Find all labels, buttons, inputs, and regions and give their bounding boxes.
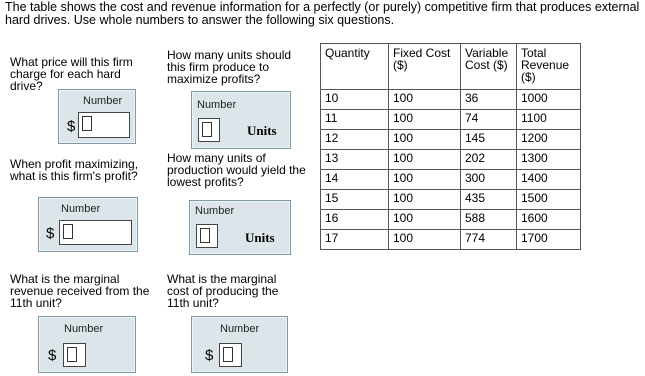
table-row bbox=[321, 170, 581, 190]
dollar-sign: $ bbox=[48, 347, 57, 364]
dollar-sign: $ bbox=[67, 118, 76, 135]
question-marginal-cost: What is the marginal cost of producing the 11th unit? bbox=[167, 272, 279, 310]
table-row bbox=[321, 150, 581, 170]
number-label: Number bbox=[64, 323, 104, 335]
input-cursor-box bbox=[223, 347, 233, 362]
answer-box-marginal-cost bbox=[191, 316, 288, 373]
header-total-revenue: Total Revenue ($) bbox=[517, 44, 581, 90]
cell-quantity: 10 bbox=[321, 90, 389, 110]
cell-total-revenue: 1300 bbox=[517, 150, 581, 170]
intro-text: The table shows the cost and revenue information for a perfectly (or purely) competitive firm that produces external hard drives. Use whole numbers to answer the following six questions. bbox=[5, 0, 640, 27]
price-input[interactable] bbox=[78, 112, 130, 138]
units-max-profit-input[interactable] bbox=[198, 118, 220, 142]
marginal-revenue-input[interactable] bbox=[63, 343, 86, 367]
cell-fixed-cost: 100 bbox=[389, 190, 461, 210]
cell-variable-cost: 588 bbox=[461, 210, 517, 230]
table-row bbox=[321, 190, 581, 210]
dollar-sign: $ bbox=[205, 347, 214, 364]
cell-quantity: 13 bbox=[321, 150, 389, 170]
cell-quantity: 15 bbox=[321, 190, 389, 210]
cell-total-revenue: 1600 bbox=[517, 210, 581, 230]
cell-variable-cost: 36 bbox=[461, 90, 517, 110]
cell-total-revenue: 1700 bbox=[517, 230, 581, 250]
input-cursor-box bbox=[200, 228, 210, 243]
number-label: Number bbox=[83, 95, 123, 107]
question-units-lowest-profit: How many units of production would yield the lowest profits? bbox=[167, 151, 306, 189]
question-profit: When profit maximizing, what is this firm's profit? bbox=[10, 157, 139, 183]
input-cursor-box bbox=[82, 116, 92, 131]
cell-quantity: 17 bbox=[321, 230, 389, 250]
cell-fixed-cost: 100 bbox=[389, 150, 461, 170]
answer-box-units-max-profit bbox=[191, 91, 291, 149]
table-row bbox=[321, 130, 581, 150]
cell-fixed-cost: 100 bbox=[389, 210, 461, 230]
cell-fixed-cost: 100 bbox=[389, 230, 461, 250]
question-marginal-revenue: What is the marginal revenue received from the 11th unit? bbox=[10, 272, 150, 310]
table-row bbox=[321, 210, 581, 230]
cell-variable-cost: 145 bbox=[461, 130, 517, 150]
header-quantity: Quantity bbox=[321, 44, 389, 90]
cell-quantity: 11 bbox=[321, 110, 389, 130]
cell-variable-cost: 774 bbox=[461, 230, 517, 250]
dollar-sign: $ bbox=[46, 225, 55, 242]
cell-total-revenue: 1400 bbox=[517, 170, 581, 190]
cell-quantity: 14 bbox=[321, 170, 389, 190]
header-fixed-cost: Fixed Cost ($) bbox=[389, 44, 461, 90]
units-lowest-profit-input[interactable] bbox=[196, 224, 218, 248]
table-header-row bbox=[321, 44, 581, 90]
units-label: Units bbox=[247, 123, 277, 138]
answer-box-units-lowest-profit bbox=[189, 200, 291, 255]
cell-quantity: 16 bbox=[321, 210, 389, 230]
answer-box-marginal-revenue bbox=[38, 316, 136, 373]
cell-variable-cost: 300 bbox=[461, 170, 517, 190]
table-row bbox=[321, 230, 581, 250]
cell-fixed-cost: 100 bbox=[389, 170, 461, 190]
answer-box-price bbox=[58, 89, 136, 144]
number-label: Number bbox=[195, 205, 235, 217]
answer-box-profit bbox=[38, 197, 138, 252]
table-row bbox=[321, 90, 581, 110]
cell-variable-cost: 74 bbox=[461, 110, 517, 130]
cell-total-revenue: 1000 bbox=[517, 90, 581, 110]
cell-variable-cost: 202 bbox=[461, 150, 517, 170]
number-label: Number bbox=[197, 99, 237, 111]
cell-total-revenue: 1500 bbox=[517, 190, 581, 210]
table-row bbox=[321, 110, 581, 130]
cell-fixed-cost: 100 bbox=[389, 90, 461, 110]
input-cursor-box bbox=[67, 347, 77, 362]
cell-variable-cost: 435 bbox=[461, 190, 517, 210]
cell-fixed-cost: 100 bbox=[389, 110, 461, 130]
input-cursor-box bbox=[63, 224, 73, 239]
number-label: Number bbox=[220, 323, 260, 335]
cell-total-revenue: 1100 bbox=[517, 110, 581, 130]
marginal-cost-input[interactable] bbox=[219, 343, 242, 367]
number-label: Number bbox=[61, 203, 101, 215]
header-variable-cost: Variable Cost ($) bbox=[461, 44, 517, 90]
cell-fixed-cost: 100 bbox=[389, 130, 461, 150]
cost-revenue-table bbox=[320, 43, 581, 250]
question-price: What price will this firm charge for each hard drive? bbox=[10, 55, 133, 93]
question-units-max-profit: How many units should this firm produce to maximize profits? bbox=[167, 48, 292, 86]
profit-input[interactable] bbox=[59, 220, 132, 245]
cell-quantity: 12 bbox=[321, 130, 389, 150]
input-cursor-box bbox=[202, 122, 212, 137]
cell-total-revenue: 1200 bbox=[517, 130, 581, 150]
units-label: Units bbox=[245, 230, 275, 245]
